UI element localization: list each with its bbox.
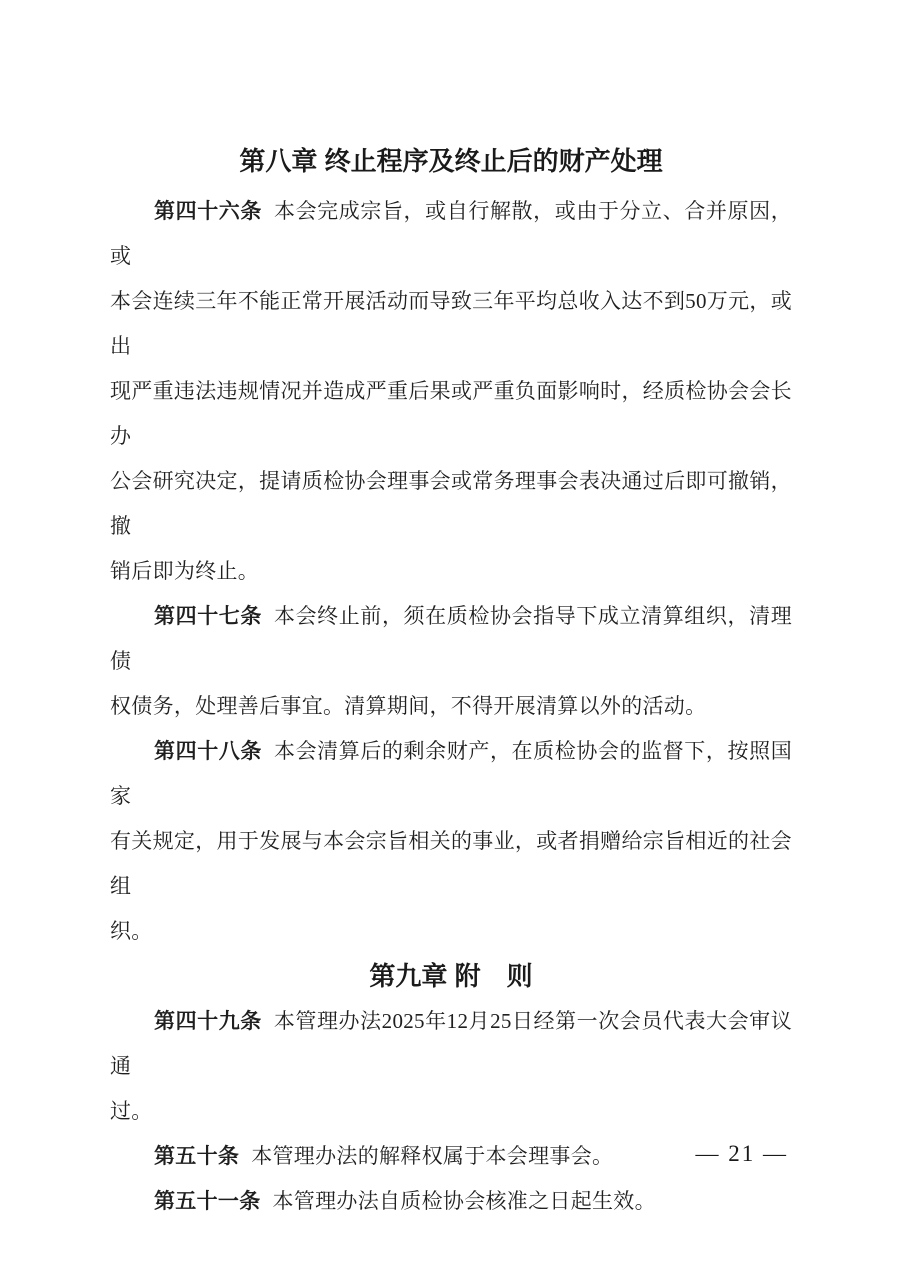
article-48-line-1 bbox=[110, 729, 792, 819]
article-51 bbox=[110, 1179, 792, 1224]
article-48 bbox=[110, 729, 792, 954]
article-50 bbox=[110, 1134, 792, 1179]
article-46-text: 本会完成宗旨，或自行解散，或由于分立、合并原因，或 bbox=[110, 199, 792, 268]
article-47-term: 第四十七条 bbox=[154, 604, 262, 628]
article-46-line-4: 公会研究决定，提请质检协会理事会或常务理事会表决通过后即可撤销，撤 bbox=[110, 469, 792, 538]
article-47-text: 本会终止前，须在质检协会指导下成立清算组织，清理债 bbox=[110, 604, 792, 673]
article-50-text: 本管理办法的解释权属于本会理事会。 bbox=[251, 1144, 614, 1168]
article-46-term: 第四十六条 bbox=[154, 199, 262, 223]
page-number: — 21 — bbox=[695, 1141, 788, 1166]
article-51-term: 第五十一条 bbox=[154, 1189, 261, 1213]
article-51-line-1 bbox=[110, 1179, 792, 1224]
article-49-line-1 bbox=[110, 999, 792, 1089]
article-49-term: 第四十九条 bbox=[154, 1009, 262, 1033]
article-48-line-3: 织。 bbox=[110, 919, 153, 943]
article-46-line-1 bbox=[110, 189, 792, 279]
article-50-line-1 bbox=[110, 1134, 792, 1179]
chapter-8-heading: 第八章 终止程序及终止后的财产处理 bbox=[239, 146, 663, 176]
article-47 bbox=[110, 594, 792, 729]
article-49-line-2: 过。 bbox=[110, 1099, 153, 1123]
article-48-line-2: 有关规定，用于发展与本会宗旨相关的事业，或者捐赠给宗旨相近的社会组 bbox=[110, 829, 792, 898]
article-47-line-1 bbox=[110, 594, 792, 684]
article-47-line-2: 权债务，处理善后事宜。清算期间，不得开展清算以外的活动。 bbox=[110, 694, 707, 718]
article-46-line-3: 现严重违法违规情况并造成严重后果或严重负面影响时，经质检协会会长办 bbox=[110, 379, 792, 448]
chapter-9-heading: 第九章 附 则 bbox=[369, 961, 533, 991]
article-51-text: 本管理办法自质检协会核准之日起生效。 bbox=[272, 1189, 656, 1213]
article-46-line-5: 销后即为终止。 bbox=[110, 559, 260, 583]
article-48-text: 本会清算后的剩余财产，在质检协会的监督下，按照国家 bbox=[110, 739, 792, 808]
article-50-term: 第五十条 bbox=[154, 1144, 240, 1168]
article-49 bbox=[110, 999, 792, 1134]
article-46 bbox=[110, 189, 792, 594]
article-49-text: 本管理办法2025年12月25日经第一次会员代表大会审议通 bbox=[110, 1009, 793, 1078]
article-48-term: 第四十八条 bbox=[154, 739, 262, 763]
article-46-line-2: 本会连续三年不能正常开展活动而导致三年平均总收入达不到50万元，或出 bbox=[110, 289, 792, 358]
